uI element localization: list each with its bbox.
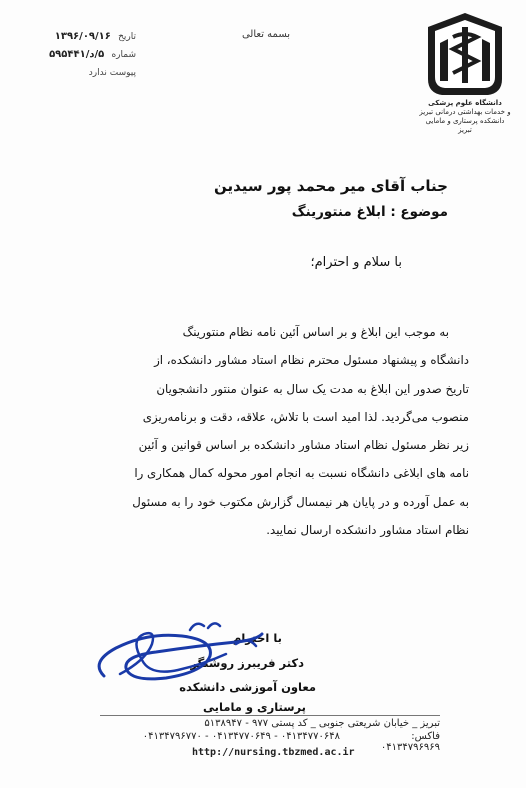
recipient-line: جناب آقای میر محمد پور سیدین — [214, 177, 448, 195]
logo-line-1: دانشگاه علوم پزشکی — [428, 99, 502, 107]
number-row — [16, 46, 136, 64]
signature-regards: با احترام — [232, 631, 282, 645]
body-line: زیر نظر مسئول نظام استاد مشاور دانشکده بر اساس قوانین و آئین — [138, 438, 469, 453]
footer-url: http://nursing.tbzmed.ac.ir — [192, 747, 355, 758]
greeting: با سلام و احترام؛ — [310, 255, 402, 270]
letter-meta — [16, 28, 136, 82]
signatory-name: دکتر فریبرز روشنگر — [190, 656, 304, 670]
body-line: به عمل آورده و در پایان هر نیمسال گزارش مکتوب خود را به مسئول — [132, 494, 469, 509]
university-emblem-icon — [418, 9, 512, 101]
footer-fax: فاکس: ۰۴۱۳۴۷۹۶۹۶۹ — [380, 731, 440, 753]
date-value: ۱۳۹۶/۰۹/۱۶ — [54, 31, 111, 42]
date-label: تاریخ — [118, 32, 136, 42]
logo-line-3: دانشکده پرستاری و مامایی تبریز — [425, 117, 505, 134]
attachment-text: پیوست ندارد — [88, 68, 136, 78]
university-logo — [418, 9, 512, 134]
body-line: دانشگاه و پیشنهاد مسئول محترم نظام استاد مشاور دانشکده، از — [154, 353, 469, 368]
letter-body — [40, 318, 469, 544]
number-value: ۵/د/۵۹۵۴۴۱ — [49, 49, 105, 60]
footer-address: تبریز _ خیابان شریعتی جنوبی _ کد پستی ۹۷۷ - ۵۱۳۸۹۴۷ — [100, 715, 440, 729]
signatory-title: معاون آموزشی دانشکده — [179, 680, 316, 694]
logo-line-2: و خدمات بهداشتی درمانی تبریز — [419, 108, 511, 116]
subject-line: موضوع : ابلاغ منتورینگ — [291, 204, 448, 220]
number-label: شماره — [111, 50, 136, 60]
signatory-unit: پرستاری و مامایی — [203, 700, 306, 714]
body-line: تاریخ صدور این ابلاغ به مدت یک سال به عنوان منتور دانشجویان — [156, 381, 469, 396]
body-line: نظام استاد مشاور دانشکده ارسال نمایید. — [266, 523, 469, 538]
footer-phones: ۰۴۱۳۴۷۷۰۶۴۸ - ۰۴۱۳۴۷۷۰۶۴۹ - ۰۴۱۳۴۷۹۶۷۷۰ — [142, 731, 340, 742]
body-line: به موجب این ابلاغ و بر اساس آئین نامه نظام منتورینگ — [182, 325, 449, 339]
handwritten-signature — [86, 616, 276, 696]
date-row — [16, 28, 136, 46]
bismillah: بسمه تعالی — [241, 29, 291, 40]
body-line: نامه های ابلاغی دانشگاه نسبت به انجام امور محوله کمال همکاری را — [134, 466, 469, 481]
attachment-row — [16, 64, 136, 82]
body-line: منصوب می‌گردید. لذا امید است با تلاش، علاقه، دقت و برنامه‌ریزی — [142, 409, 469, 424]
